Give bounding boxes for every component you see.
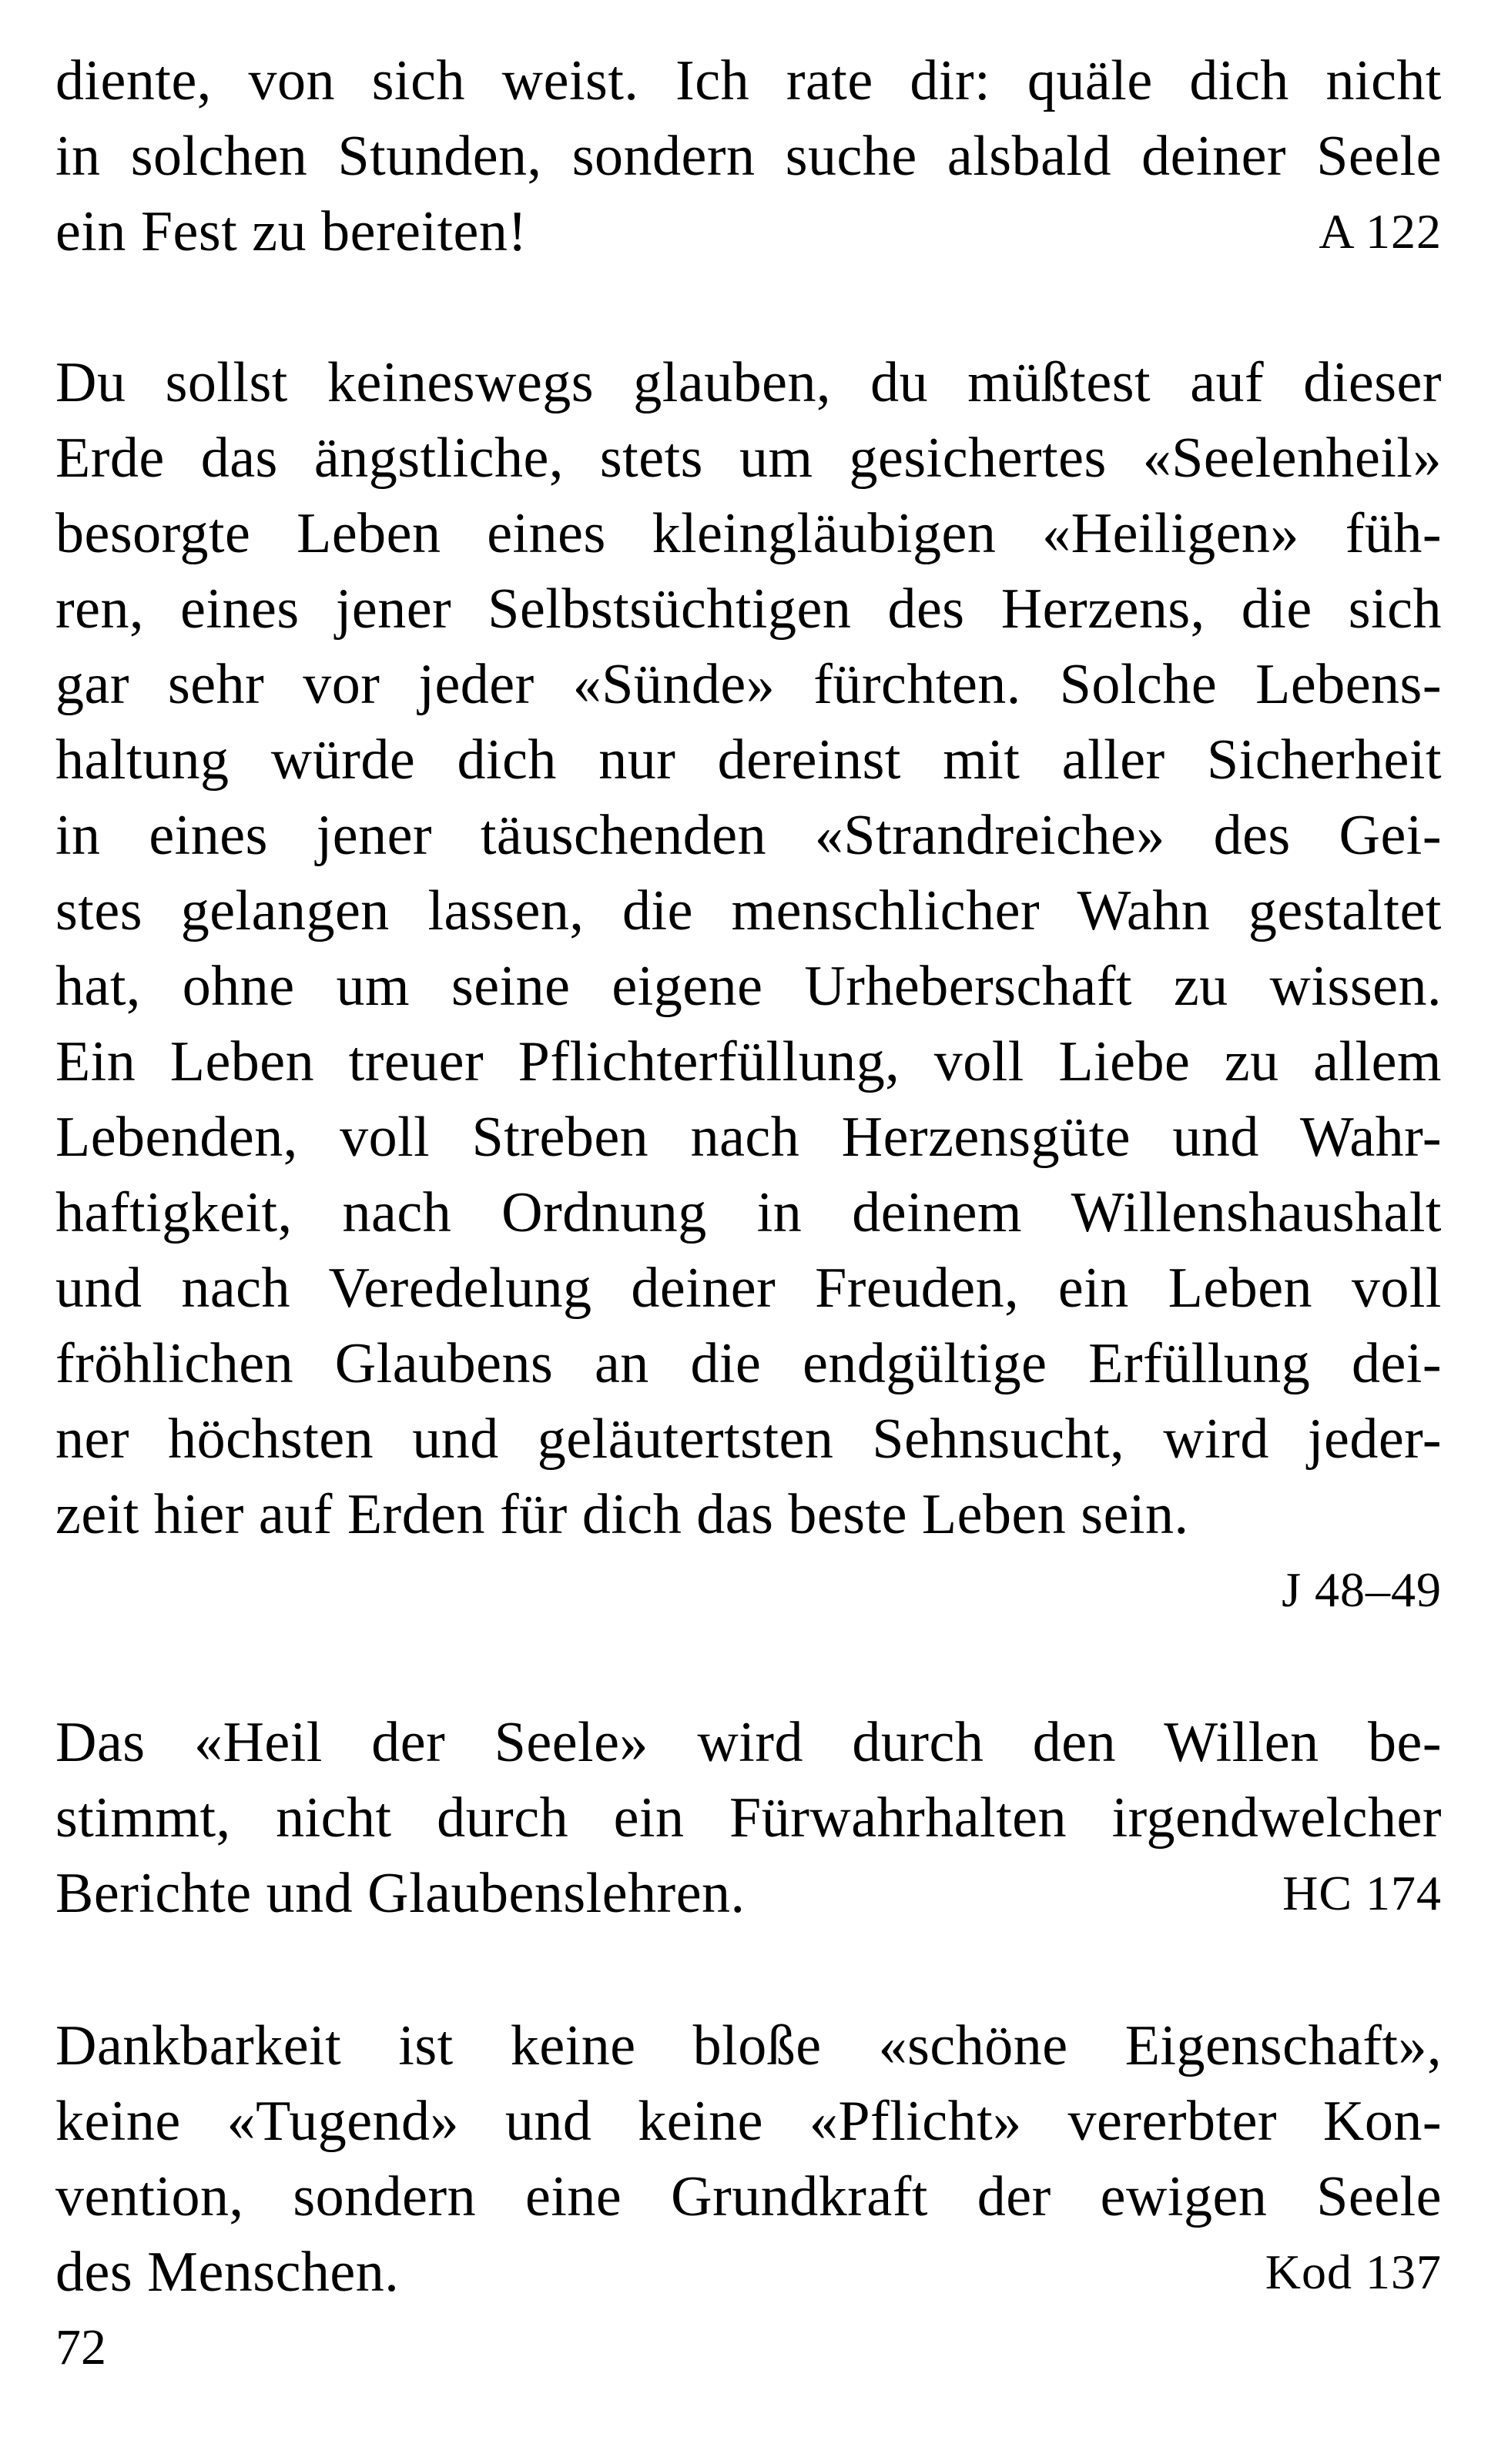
text-line: Ein Leben treuer Pflichterfüllung, voll Liebe zu allem xyxy=(55,1030,1442,1093)
text-line: Lebenden, voll Streben nach Herzensgüte und Wahr- xyxy=(55,1106,1442,1169)
paragraph-3 xyxy=(55,1705,1442,1931)
page-number: 72 xyxy=(55,2319,106,2375)
text-line: zeit hier auf Erden für dich das beste Leben sein. xyxy=(55,1483,1189,1546)
text-line-end: des Menschen. xyxy=(55,2241,400,2304)
paragraph-gap xyxy=(55,1931,1442,2008)
source-reference: HC 174 xyxy=(1282,1866,1442,1920)
text-line: besorgte Leben eines kleingläubigen «Heiligen» füh- xyxy=(55,502,1442,565)
text-line: hat, ohne um seine eigene Urheberschaft zu wissen. xyxy=(55,955,1442,1018)
source-reference: A 122 xyxy=(1319,204,1442,259)
text-line: gar sehr vor jeder «Sünde» fürchten. Solche Lebens- xyxy=(55,653,1442,716)
text-line: haftigkeit, nach Ordnung in deinem Willenshaushalt xyxy=(55,1181,1442,1244)
text-line: Du sollst keineswegs glauben, du müßtest auf dieser xyxy=(55,351,1442,414)
text-line: stes gelangen lassen, die menschlicher Wahn gestaltet xyxy=(55,879,1442,942)
text-line: Erde das ängstliche, stets um gesichertes «Seelenheil» xyxy=(55,427,1442,490)
text-line: diente, von sich weist. Ich rate dir: quäle dich nicht xyxy=(55,49,1442,112)
text-line: ren, eines jener Selbstsüchtigen des Herzens, die sich xyxy=(55,578,1442,641)
text-line: fröhlichen Glaubens an die endgültige Erfüllung dei- xyxy=(55,1332,1442,1395)
text-line-with-reference xyxy=(55,1856,1442,1931)
source-reference: Kod 137 xyxy=(1265,2245,1442,2299)
text-line-with-reference xyxy=(55,2235,1442,2310)
text-line: in eines jener täuschenden «Strandreiche» des Gei- xyxy=(55,804,1442,867)
text-line: stimmt, nicht durch ein Fürwahrhalten irgendwelcher xyxy=(55,1786,1442,1850)
text-line: vention, sondern eine Grundkraft der ewigen Seele xyxy=(55,2165,1442,2228)
text-line: Das «Heil der Seele» wird durch den Willen be- xyxy=(55,1711,1442,1774)
text-line: haltung würde dich nur dereinst mit aller Sicherheit xyxy=(55,728,1442,792)
book-page xyxy=(55,43,1442,2310)
paragraph-gap xyxy=(55,270,1442,345)
text-line: keine «Tugend» und keine «Pflicht» vererbter Kon- xyxy=(55,2090,1442,2153)
text-line-end: Berichte und Glaubenslehren. xyxy=(55,1862,746,1925)
paragraph-2 xyxy=(55,345,1442,1628)
text-line: und nach Veredelung deiner Freuden, ein Leben voll xyxy=(55,1257,1442,1320)
source-reference: J 48–49 xyxy=(1282,1562,1442,1617)
text-line-with-reference xyxy=(55,194,1442,270)
text-line: in solchen Stunden, sondern suche alsbald deiner Seele xyxy=(55,125,1442,188)
paragraph-gap xyxy=(55,1628,1442,1705)
text-line: ner höchsten und geläutertsten Sehnsucht, wird jeder- xyxy=(55,1408,1442,1471)
text-line: Dankbarkeit ist keine bloße «schöne Eigenschaft», xyxy=(55,2014,1442,2077)
paragraph-1 xyxy=(55,43,1442,270)
text-line-end: ein Fest zu bereiten! xyxy=(55,200,528,263)
paragraph-4 xyxy=(55,2008,1442,2310)
